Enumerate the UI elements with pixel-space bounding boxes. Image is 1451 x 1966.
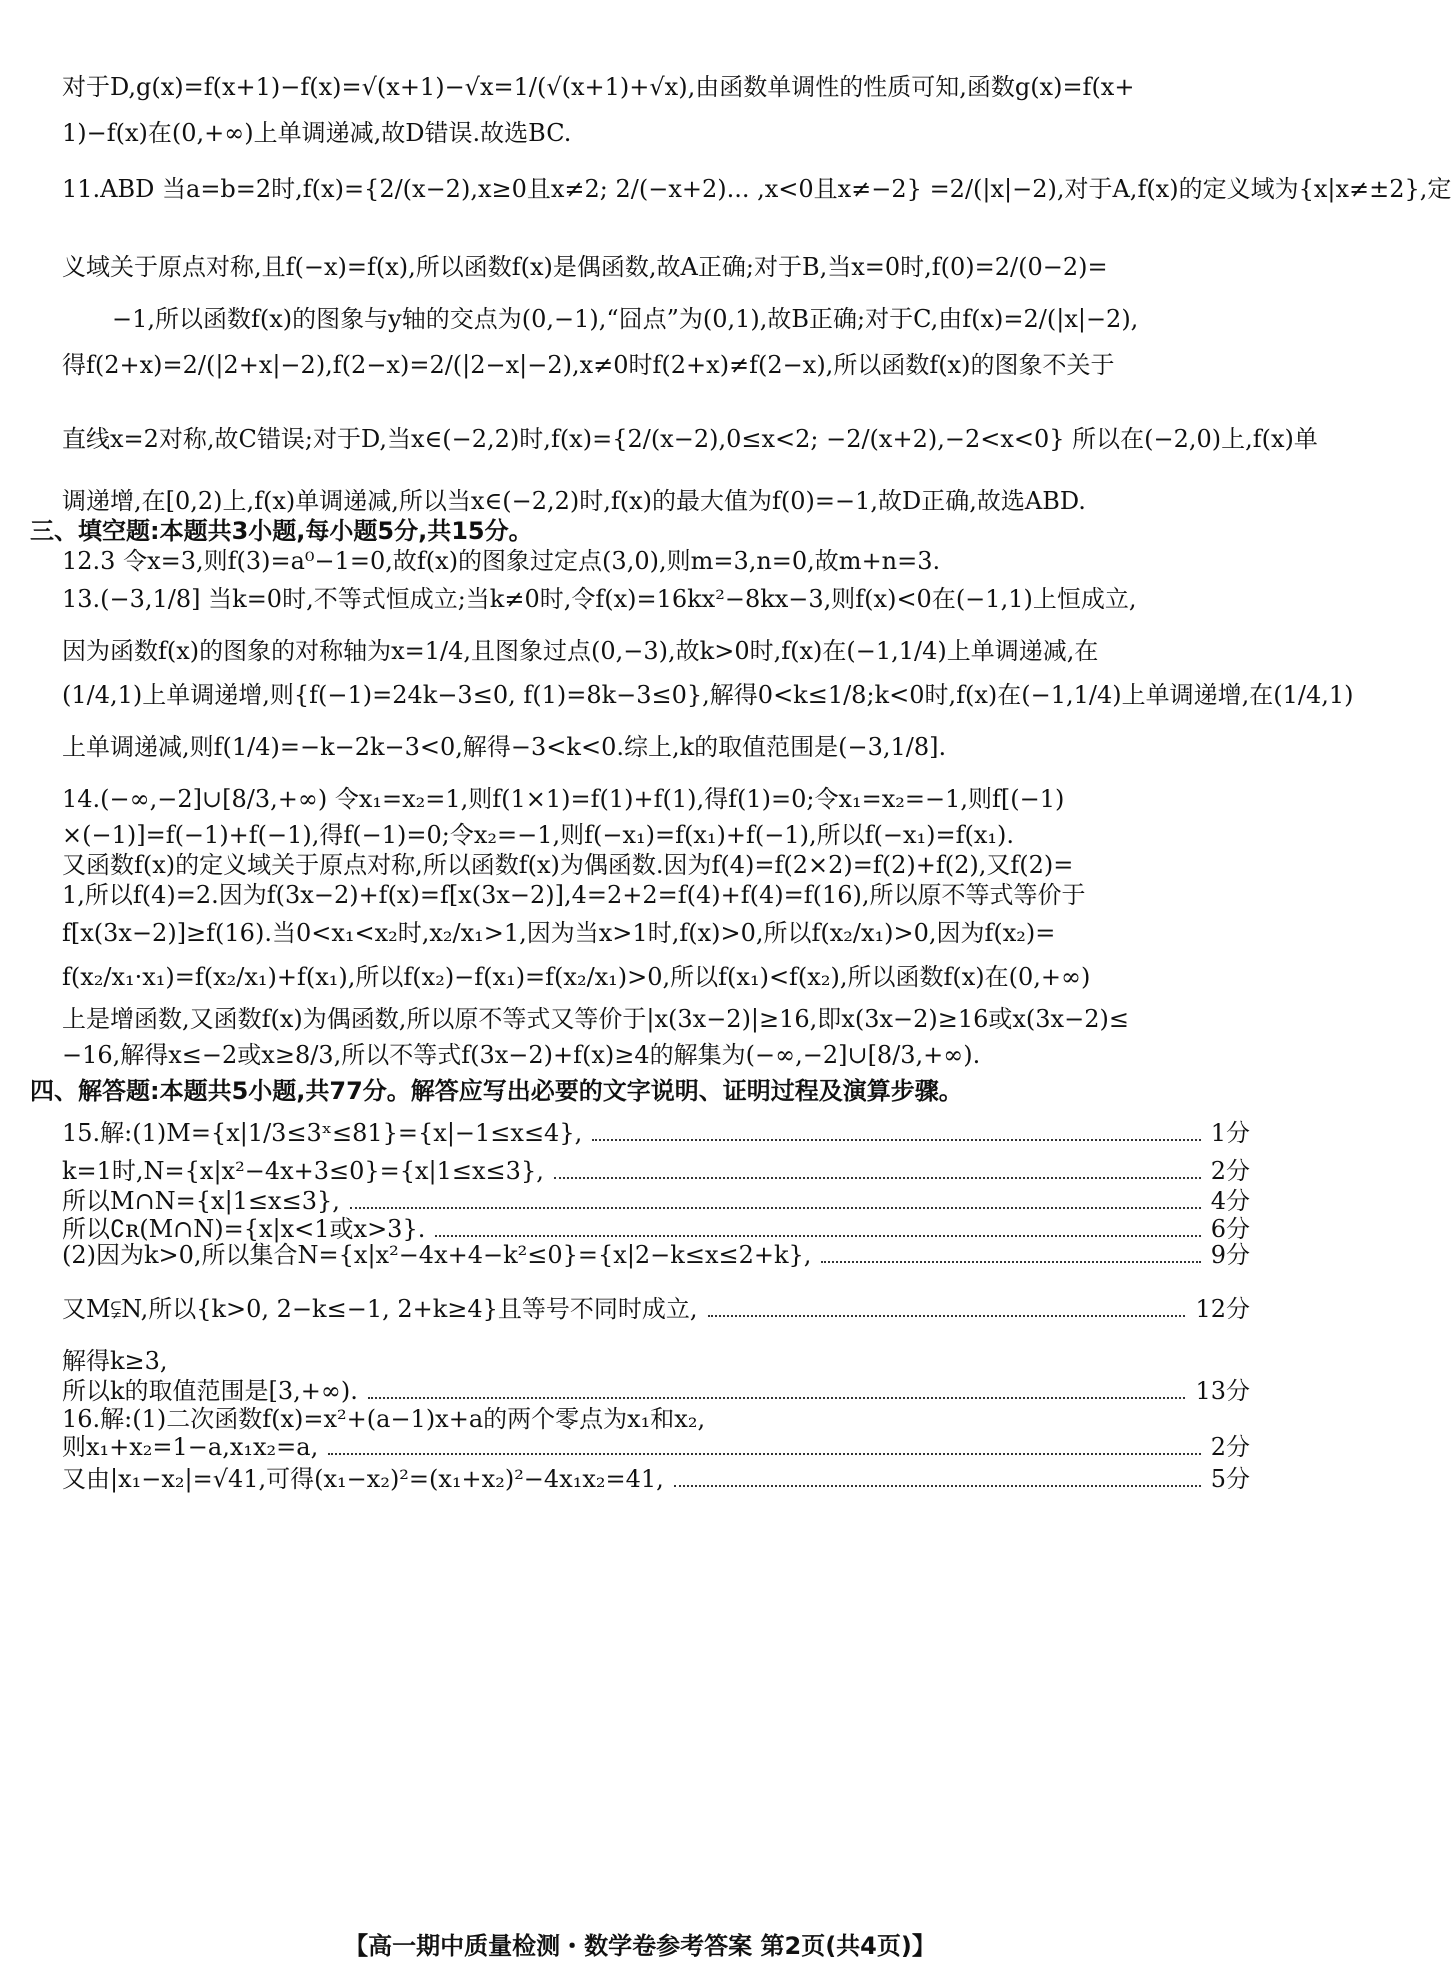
dot-leader	[350, 1207, 1201, 1209]
text-line: f(x₂/x₁·x₁)=f(x₂/x₁)+f(x₁),所以f(x₂)−f(x₁)=f(x₂/x₁)>0,所以f(x₁)<f(x₂),所以函数f(x)在(0,+∞)	[62, 963, 1091, 991]
score-line	[62, 1240, 1250, 1271]
text-line: ×(−1)]=f(−1)+f(−1),得f(−1)=0;令x₂=−1,则f(−x₁)=f(x₁)+f(−1),所以f(−x₁)=f(x₁).	[62, 821, 1014, 849]
text-line: 对于D,g(x)=f(x+1)−f(x)=√(x+1)−√x=1/(√(x+1)+√x),由函数单调性的性质可知,函数g(x)=f(x+	[62, 73, 1135, 101]
score-line	[62, 1294, 1250, 1325]
question-13: 13.(−3,1/8] 当k=0时,不等式恒成立;当k≠0时,令f(x)=16kx²−8kx−3,则f(x)<0在(−1,1)上恒成立,	[62, 585, 1137, 613]
score-line-text: 所以∁ʀ(M∩N)={x|x<1或x>3}.	[62, 1215, 426, 1243]
score-line-text: 15.解:(1)M={x|1/3≤3ˣ≤81}={x|−1≤x≤4},	[62, 1119, 583, 1147]
question-16: 16.解:(1)二次函数f(x)=x²+(a−1)x+a的两个零点为x₁和x₂,	[62, 1405, 706, 1433]
score-line-text: k=1时,N={x|x²−4x+3≤0}={x|1≤x≤3},	[62, 1157, 544, 1185]
section-heading-solutions: 四、解答题:本题共5小题,共77分。解答应写出必要的文字说明、证明过程及演算步骤。	[30, 1077, 963, 1105]
dot-leader	[435, 1235, 1200, 1237]
text-line: −1,所以函数f(x)的图象与y轴的交点为(0,−1),“囧点”为(0,1),故B正确;对于C,由f(x)=2/(|x|−2),	[112, 305, 1139, 333]
text-line: 1,所以f(4)=2.因为f(3x−2)+f(x)=f[x(3x−2)],4=2+2=f(4)+f(4)=f(16),所以原不等式等价于	[62, 881, 1086, 909]
text-line: 解得k≥3,	[62, 1347, 168, 1375]
score-line	[62, 1186, 1250, 1217]
text-line: 调递增,在[0,2)上,f(x)单调递减,所以当x∈(−2,2)时,f(x)的最大值为f(0)=−1,故D正确,故选ABD.	[62, 487, 1086, 515]
score-line	[62, 1464, 1250, 1495]
score-points: 2分	[1210, 1433, 1250, 1461]
section-heading-fill-in: 三、填空题:本题共3小题,每小题5分,共15分。	[30, 517, 533, 545]
score-line-text: (2)因为k>0,所以集合N={x|x²−4x+4−k²≤0}={x|2−k≤x≤2+k},	[62, 1241, 812, 1269]
text-line: 又函数f(x)的定义域关于原点对称,所以函数f(x)为偶函数.因为f(4)=f(2×2)=f(2)+f(2),又f(2)=	[62, 851, 1074, 879]
dot-leader	[368, 1397, 1186, 1399]
text-line: 直线x=2对称,故C错误;对于D,当x∈(−2,2)时,f(x)={2/(x−2),0≤x<2; −2/(x+2),−2<x<0} 所以在(−2,0)上,f(x)单	[62, 425, 1318, 453]
text-line: (1/4,1)上单调递增,则{f(−1)=24k−3≤0, f(1)=8k−3≤0},解得0<k≤1/8;k<0时,f(x)在(−1,1/4)上单调递增,在(1/4,1)	[62, 681, 1354, 709]
score-line	[62, 1376, 1250, 1407]
score-line	[62, 1156, 1250, 1187]
score-points: 4分	[1210, 1187, 1250, 1215]
score-line-text: 所以k的取值范围是[3,+∞).	[62, 1377, 358, 1405]
text-line: 得f(2+x)=2/(|2+x|−2),f(2−x)=2/(|2−x|−2),x≠0时f(2+x)≠f(2−x),所以函数f(x)的图象不关于	[62, 351, 1115, 379]
score-line-text: 所以M∩N={x|1≤x≤3},	[62, 1187, 340, 1215]
page-footer: 【高一期中质量检测・数学卷参考答案 第2页(共4页)】	[344, 1932, 936, 1960]
text-line: 因为函数f(x)的图象的对称轴为x=1/4,且图象过点(0,−3),故k>0时,f(x)在(−1,1/4)上单调递减,在	[62, 637, 1099, 665]
score-line-text: 则x₁+x₂=1−a,x₁x₂=a,	[62, 1433, 319, 1461]
dot-leader	[708, 1315, 1186, 1317]
question-11: 11.ABD 当a=b=2时,f(x)={2/(x−2),x≥0且x≠2; 2/(−x+2)... ,x<0且x≠−2} =2/(|x|−2),对于A,f(x)的定义域为{x|x≠±2},定	[62, 175, 1451, 203]
score-points: 2分	[1210, 1157, 1250, 1185]
text-line: 1)−f(x)在(0,+∞)上单调递减,故D错误.故选BC.	[62, 119, 572, 147]
text-line: f[x(3x−2)]≥f(16).当0<x₁<x₂时,x₂/x₁>1,因为当x>1时,f(x)>0,所以f(x₂/x₁)>0,因为f(x₂)=	[62, 919, 1056, 947]
score-line-text: 又M⫋N,所以{k>0, 2−k≤−1, 2+k≥4}且等号不同时成立,	[62, 1295, 698, 1323]
dot-leader	[821, 1261, 1200, 1263]
score-line	[62, 1432, 1250, 1463]
dot-leader	[592, 1139, 1201, 1141]
score-points: 13分	[1195, 1377, 1250, 1405]
dot-leader	[674, 1485, 1201, 1487]
score-line	[62, 1118, 1250, 1149]
text-line: 上单调递减,则f(1/4)=−k−2k−3<0,解得−3<k<0.综上,k的取值范围是(−3,1/8].	[62, 733, 947, 761]
score-points: 1分	[1210, 1119, 1250, 1147]
question-12: 12.3 令x=3,则f(3)=a⁰−1=0,故f(x)的图象过定点(3,0),则m=3,n=0,故m+n=3.	[62, 547, 941, 575]
question-14: 14.(−∞,−2]∪[8/3,+∞) 令x₁=x₂=1,则f(1×1)=f(1)+f(1),得f(1)=0;令x₁=x₂=−1,则f[(−1)	[62, 785, 1065, 813]
dot-leader	[328, 1453, 1201, 1455]
text-line: 义域关于原点对称,且f(−x)=f(x),所以函数f(x)是偶函数,故A正确;对于B,当x=0时,f(0)=2/(0−2)=	[62, 253, 1108, 281]
text-line: 上是增函数,又函数f(x)为偶函数,所以原不等式又等价于|x(3x−2)|≥16,即x(3x−2)≥16或x(3x−2)≤	[62, 1005, 1129, 1033]
text-line: −16,解得x≤−2或x≥8/3,所以不等式f(3x−2)+f(x)≥4的解集为(−∞,−2]∪[8/3,+∞).	[62, 1041, 981, 1069]
score-points: 9分	[1210, 1241, 1250, 1269]
score-points: 12分	[1195, 1295, 1250, 1323]
dot-leader	[554, 1177, 1201, 1179]
score-points: 5分	[1210, 1465, 1250, 1493]
score-points: 6分	[1210, 1215, 1250, 1243]
score-line-text: 又由|x₁−x₂|=√41,可得(x₁−x₂)²=(x₁+x₂)²−4x₁x₂=41,	[62, 1465, 664, 1493]
